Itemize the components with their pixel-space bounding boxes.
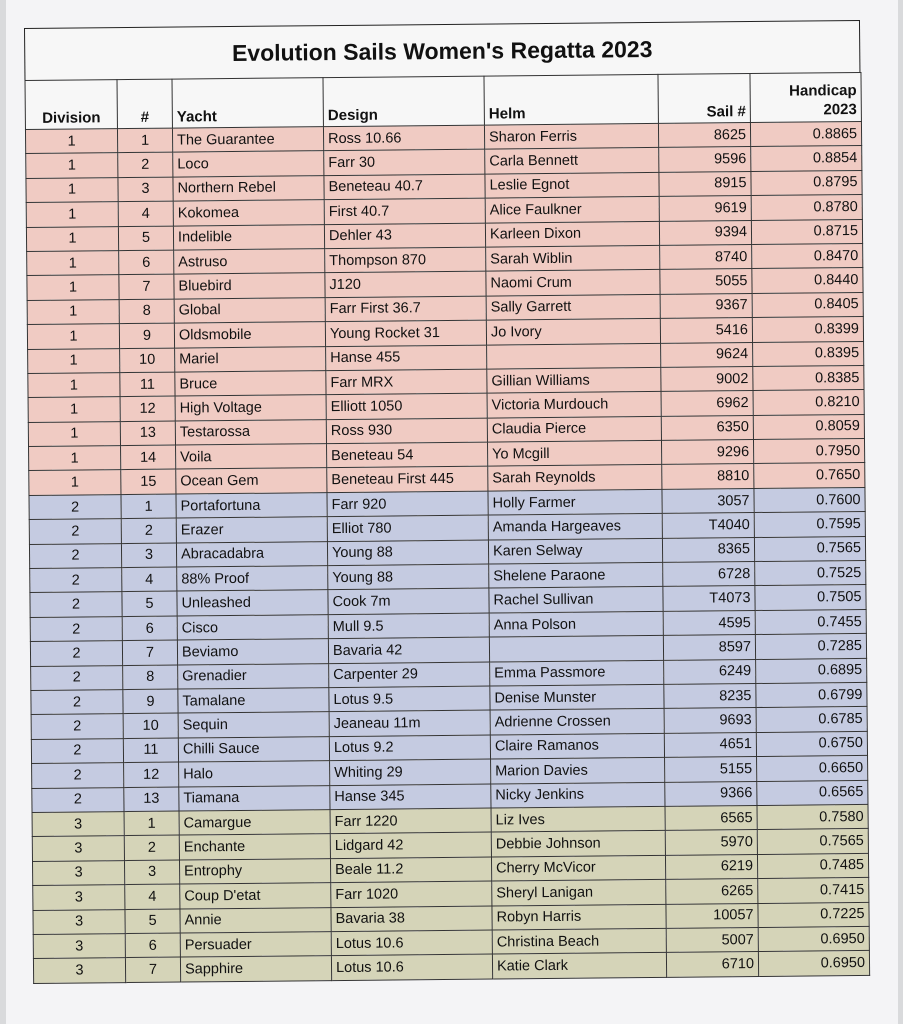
cell-division: 2 [30, 616, 122, 641]
cell-sail-number: 6249 [664, 659, 756, 684]
cell-number: 6 [125, 933, 180, 958]
cell-yacht: Tamalane [178, 688, 329, 714]
cell-yacht: Astruso [174, 249, 325, 275]
header-row [25, 72, 861, 129]
cell-number: 10 [120, 348, 175, 373]
cell-helm: Marion Davies [491, 758, 665, 784]
cell-helm: Robyn Harris [492, 904, 666, 930]
cell-design: Farr 30 [324, 149, 485, 175]
cell-sail-number: 8597 [663, 635, 755, 660]
cell-yacht: Tiamana [179, 785, 330, 811]
cell-handicap: 0.6799 [756, 682, 867, 707]
cell-division: 1 [29, 446, 121, 471]
cell-division: 2 [29, 494, 121, 519]
cell-helm: Anna Polson [489, 611, 663, 637]
cell-yacht: Sapphire [180, 956, 331, 982]
cell-division: 2 [29, 543, 121, 568]
cell-yacht: Testarossa [175, 419, 326, 445]
cell-helm: Holly Farmer [488, 489, 662, 515]
cell-division: 1 [29, 470, 121, 495]
cell-sail-number: 9596 [659, 147, 751, 172]
cell-sail-number: 9002 [661, 366, 753, 391]
cell-number: 7 [125, 957, 180, 982]
cell-division: 3 [33, 885, 125, 910]
cell-number: 4 [122, 567, 177, 592]
cell-sail-number: 10057 [666, 903, 758, 928]
cell-sail-number: 5416 [660, 318, 752, 343]
cell-number: 7 [122, 640, 177, 665]
cell-helm [487, 343, 661, 369]
header-helm: Helm [484, 74, 658, 125]
cell-handicap: 0.6895 [756, 658, 867, 683]
cell-division: 2 [31, 665, 123, 690]
cell-number: 11 [123, 738, 178, 763]
cell-sail-number: 6728 [663, 562, 755, 587]
cell-design: Lidgard 42 [330, 832, 491, 858]
cell-division: 2 [29, 519, 121, 544]
cell-yacht: Bruce [175, 371, 326, 397]
cell-helm: Emma Passmore [490, 660, 664, 686]
cell-division: 1 [27, 299, 119, 324]
cell-helm: Debbie Johnson [491, 831, 665, 857]
cell-division: 2 [30, 592, 122, 617]
cell-yacht: Ocean Gem [176, 468, 327, 494]
cell-handicap: 0.8059 [753, 414, 864, 439]
cell-number: 3 [118, 177, 173, 202]
cell-helm: Denise Munster [490, 684, 664, 710]
cell-sail-number: 9693 [664, 708, 756, 733]
cell-division: 1 [26, 202, 118, 227]
cell-yacht: Enchante [179, 834, 330, 860]
cell-division: 1 [26, 177, 118, 202]
cell-handicap: 0.8780 [751, 195, 862, 220]
cell-handicap: 0.8470 [752, 243, 863, 268]
cell-design: First 40.7 [324, 198, 485, 224]
cell-design: Elliott 1050 [326, 393, 487, 419]
cell-division: 1 [26, 153, 118, 178]
cell-helm: Shelene Paraone [489, 562, 663, 588]
cell-number: 10 [123, 713, 178, 738]
cell-design: Mull 9.5 [328, 613, 489, 639]
cell-sail-number: 6219 [665, 854, 757, 879]
cell-sail-number: 8365 [662, 537, 754, 562]
cell-handicap: 0.8385 [753, 365, 864, 390]
cell-yacht: Oldsmobile [174, 322, 325, 348]
cell-sail-number: 9624 [661, 342, 753, 367]
cell-handicap: 0.7595 [754, 512, 865, 537]
cell-sail-number: 8235 [664, 683, 756, 708]
cell-helm: Jo Ivory [486, 319, 660, 345]
cell-yacht: Beviamo [177, 639, 328, 665]
cell-design: Hanse 345 [330, 784, 491, 810]
cell-design: Bavaria 42 [328, 637, 489, 663]
cell-design: Carpenter 29 [329, 662, 490, 688]
cell-helm: Sarah Reynolds [488, 465, 662, 491]
cell-handicap: 0.6950 [758, 926, 869, 951]
cell-sail-number: 6710 [666, 952, 758, 977]
cell-division: 3 [32, 812, 124, 837]
cell-sail-number: 5155 [665, 757, 757, 782]
cell-division: 2 [30, 568, 122, 593]
cell-design: J120 [325, 271, 486, 297]
cell-helm: Nicky Jenkins [491, 782, 665, 808]
table-header [25, 72, 861, 129]
cell-helm: Rachel Sullivan [489, 587, 663, 613]
cell-design: Cook 7m [328, 588, 489, 614]
cell-design: Beale 11.2 [330, 857, 491, 883]
cell-helm: Liz Ives [491, 806, 665, 832]
cell-division: 2 [31, 690, 123, 715]
cell-design: Hanse 455 [326, 345, 487, 371]
cell-handicap: 0.6650 [757, 756, 868, 781]
document-title: Evolution Sails Women's Regatta 2023 [24, 20, 860, 80]
cell-helm: Yo Mcgill [487, 440, 661, 466]
cell-yacht: Indelible [173, 224, 324, 250]
cell-yacht: The Guarantee [172, 127, 323, 153]
cell-sail-number: 3057 [662, 488, 754, 513]
cell-design: Ross 930 [326, 418, 487, 444]
cell-handicap: 0.6950 [758, 951, 869, 976]
cell-handicap: 0.8715 [751, 219, 862, 244]
cell-sail-number: 5970 [665, 830, 757, 855]
cell-design: Young 88 [328, 564, 489, 590]
cell-helm: Claudia Pierce [487, 416, 661, 442]
cell-design: Young 88 [327, 540, 488, 566]
cell-design: Bavaria 38 [331, 906, 492, 932]
cell-design: Lotus 10.6 [331, 954, 492, 980]
entries-table [24, 72, 870, 984]
cell-sail-number: 8810 [662, 464, 754, 489]
cell-division: 3 [32, 860, 124, 885]
cell-division: 2 [31, 738, 123, 763]
cell-sail-number: 6565 [665, 805, 757, 830]
cell-yacht: Cisco [177, 614, 328, 640]
cell-sail-number: 8625 [658, 123, 750, 148]
cell-design: Dehler 43 [324, 223, 485, 249]
cell-yacht: Unleashed [177, 590, 328, 616]
cell-sail-number: 9296 [661, 440, 753, 465]
cell-yacht: Loco [173, 151, 324, 177]
cell-sail-number: 5007 [666, 927, 758, 952]
header-handicap-line2: 2023 [823, 101, 857, 119]
cell-division: 2 [30, 641, 122, 666]
header-sail-number: Sail # [658, 74, 750, 124]
cell-design: Farr 1020 [331, 881, 492, 907]
cell-helm: Cherry McVicor [491, 855, 665, 881]
cell-yacht: Abracadabra [176, 541, 327, 567]
cell-yacht: Global [174, 297, 325, 323]
regatta-document [24, 20, 869, 984]
header-handicap-line1: Handicap [789, 82, 857, 100]
cell-division: 1 [28, 397, 120, 422]
cell-yacht: Kokomea [173, 200, 324, 226]
cell-design: Ross 10.66 [323, 125, 484, 151]
cell-division: 3 [33, 933, 125, 958]
cell-design: Whiting 29 [330, 759, 491, 785]
cell-sail-number: 9367 [660, 293, 752, 318]
cell-number: 6 [119, 250, 174, 275]
cell-yacht: Halo [179, 761, 330, 787]
paper-sheet [6, 0, 898, 1024]
cell-sail-number: T4040 [662, 513, 754, 538]
cell-number: 9 [119, 323, 174, 348]
header-yacht: Yacht [172, 78, 323, 128]
cell-handicap: 0.7565 [757, 829, 868, 854]
cell-division: 2 [32, 787, 124, 812]
cell-yacht: Chilli Sauce [178, 736, 329, 762]
cell-handicap: 0.7485 [757, 853, 868, 878]
cell-handicap: 0.7415 [758, 878, 869, 903]
cell-number: 13 [120, 421, 175, 446]
cell-design: Beneteau 54 [327, 442, 488, 468]
cell-helm: Alice Faulkner [485, 197, 659, 223]
cell-handicap: 0.7525 [755, 560, 866, 585]
cell-number: 2 [124, 835, 179, 860]
cell-helm: Katie Clark [492, 953, 666, 979]
cell-sail-number: 6962 [661, 391, 753, 416]
cell-division: 3 [32, 836, 124, 861]
cell-number: 7 [119, 274, 174, 299]
cell-helm: Christina Beach [492, 928, 666, 954]
cell-number: 15 [121, 470, 176, 495]
cell-handicap: 0.8395 [753, 341, 864, 366]
cell-helm: Gillian Williams [487, 367, 661, 393]
cell-handicap: 0.7950 [753, 439, 864, 464]
cell-sail-number: 6350 [661, 415, 753, 440]
cell-handicap: 0.8854 [751, 146, 862, 171]
cell-number: 9 [123, 689, 178, 714]
cell-division: 1 [28, 373, 120, 398]
cell-yacht: Camargue [179, 810, 330, 836]
cell-handicap: 0.6785 [756, 707, 867, 732]
cell-sail-number: 4595 [663, 610, 755, 635]
cell-design: Jeaneau 11m [329, 710, 490, 736]
cell-sail-number: 5055 [660, 269, 752, 294]
cell-number: 3 [121, 543, 176, 568]
cell-handicap: 0.7600 [754, 487, 865, 512]
cell-division: 3 [33, 909, 125, 934]
cell-helm: Adrienne Crossen [490, 709, 664, 735]
cell-handicap: 0.7225 [758, 902, 869, 927]
cell-sail-number: 9366 [665, 781, 757, 806]
cell-design: Beneteau First 445 [327, 467, 488, 493]
cell-sail-number: 9619 [659, 196, 751, 221]
cell-yacht: Persuader [180, 931, 331, 957]
cell-design: Farr First 36.7 [325, 296, 486, 322]
cell-design: Lotus 9.5 [329, 686, 490, 712]
cell-yacht: Annie [180, 907, 331, 933]
cell-number: 8 [119, 299, 174, 324]
cell-yacht: Sequin [178, 712, 329, 738]
cell-number: 4 [125, 884, 180, 909]
cell-division: 3 [33, 958, 125, 983]
cell-division: 1 [26, 226, 118, 251]
cell-yacht: Northern Rebel [173, 175, 324, 201]
cell-helm: Claire Ramanos [490, 733, 664, 759]
cell-number: 8 [123, 665, 178, 690]
cell-number: 6 [122, 616, 177, 641]
cell-division: 2 [31, 714, 123, 739]
cell-number: 1 [121, 494, 176, 519]
table-body [25, 121, 869, 983]
cell-helm: Karleen Dixon [485, 221, 659, 247]
cell-handicap: 0.8865 [750, 121, 861, 146]
cell-division: 1 [27, 251, 119, 276]
cell-helm: Carla Bennett [485, 148, 659, 174]
cell-helm [489, 636, 663, 662]
cell-helm: Victoria Murdouch [487, 392, 661, 418]
cell-division: 1 [27, 275, 119, 300]
cell-division: 1 [28, 421, 120, 446]
cell-number: 3 [124, 860, 179, 885]
cell-number: 1 [117, 128, 172, 153]
cell-design: Thompson 870 [325, 247, 486, 273]
cell-sail-number: 4651 [664, 732, 756, 757]
cell-design: Beneteau 40.7 [324, 174, 485, 200]
cell-handicap: 0.8795 [751, 170, 862, 195]
cell-number: 12 [124, 762, 179, 787]
cell-number: 2 [121, 518, 176, 543]
cell-yacht: Erazer [176, 517, 327, 543]
header-design: Design [323, 76, 484, 127]
cell-yacht: Voila [176, 444, 327, 470]
cell-division: 1 [25, 129, 117, 154]
cell-yacht: Grenadier [178, 663, 329, 689]
cell-handicap: 0.7580 [757, 804, 868, 829]
cell-helm: Karen Selway [488, 538, 662, 564]
cell-yacht: Portafortuna [176, 492, 327, 518]
cell-helm: Sheryl Lanigan [492, 879, 666, 905]
cell-design: Farr 1220 [330, 808, 491, 834]
cell-design: Elliot 780 [327, 515, 488, 541]
cell-design: Farr MRX [326, 369, 487, 395]
header-number: # [117, 79, 172, 129]
cell-number: 14 [121, 445, 176, 470]
cell-handicap: 0.7505 [755, 585, 866, 610]
cell-number: 1 [124, 811, 179, 836]
cell-sail-number: 6265 [666, 879, 758, 904]
cell-number: 5 [122, 591, 177, 616]
cell-number: 5 [118, 226, 173, 251]
cell-design: Lotus 10.6 [331, 930, 492, 956]
cell-division: 1 [27, 324, 119, 349]
cell-number: 2 [118, 152, 173, 177]
cell-handicap: 0.8399 [752, 317, 863, 342]
cell-handicap: 0.8210 [753, 390, 864, 415]
cell-handicap: 0.7650 [754, 463, 865, 488]
cell-yacht: Mariel [175, 346, 326, 372]
cell-helm: Sharon Ferris [484, 123, 658, 149]
cell-number: 12 [120, 396, 175, 421]
cell-number: 5 [125, 909, 180, 934]
cell-handicap: 0.8405 [752, 292, 863, 317]
cell-design: Farr 920 [327, 491, 488, 517]
cell-number: 11 [120, 372, 175, 397]
cell-helm: Leslie Egnot [485, 172, 659, 198]
cell-division: 1 [28, 348, 120, 373]
cell-sail-number: 8915 [659, 171, 751, 196]
cell-design: Young Rocket 31 [325, 320, 486, 346]
cell-handicap: 0.6750 [756, 731, 867, 756]
cell-helm: Amanda Hargeaves [488, 514, 662, 540]
cell-handicap: 0.7285 [755, 634, 866, 659]
cell-helm: Sally Garrett [486, 294, 660, 320]
cell-yacht: 88% Proof [177, 566, 328, 592]
cell-handicap: 0.7455 [755, 609, 866, 634]
cell-helm: Sarah Wiblin [486, 245, 660, 271]
cell-yacht: Entrophy [179, 858, 330, 884]
cell-sail-number: 8740 [660, 244, 752, 269]
cell-yacht: Bluebird [174, 273, 325, 299]
cell-sail-number: 9394 [659, 220, 751, 245]
cell-helm: Naomi Crum [486, 270, 660, 296]
cell-yacht: High Voltage [175, 395, 326, 421]
header-handicap [750, 72, 861, 122]
cell-sail-number: T4073 [663, 586, 755, 611]
cell-handicap: 0.8440 [752, 268, 863, 293]
header-division: Division [25, 80, 117, 130]
cell-handicap: 0.6565 [757, 780, 868, 805]
cell-handicap: 0.7565 [754, 536, 865, 561]
cell-number: 13 [124, 787, 179, 812]
cell-design: Lotus 9.2 [329, 735, 490, 761]
cell-division: 2 [32, 763, 124, 788]
cell-yacht: Coup D'etat [180, 883, 331, 909]
cell-number: 4 [118, 201, 173, 226]
